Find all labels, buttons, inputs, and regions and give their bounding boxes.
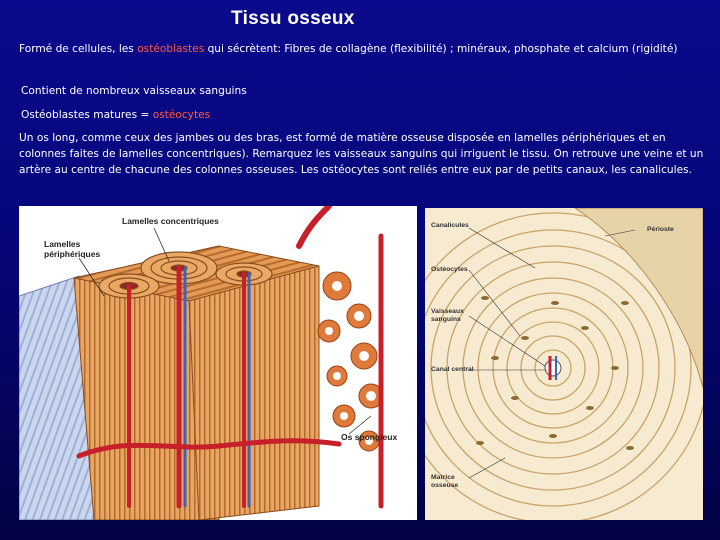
paragraph-long-bone: Un os long, comme ceux des jambes ou des bras, est formé de matière osseuse disposée en lamelles périphériques et en colonnes faites de lamelles concentriques). Remarquez les vaisseaux sanguins qui irriguent le tissu. On retrouve une veine et un artère au centre de chacune des colonnes osseuses. Les ostéocytes sont reliés entre eux par de petits canaux, les canalicules. bbox=[19, 132, 704, 176]
label-perioste: Périoste bbox=[647, 226, 674, 233]
bone-structure-illustration bbox=[19, 206, 417, 520]
paragraph-osteoblasts bbox=[19, 41, 705, 57]
label-lamelles-peripheriques-line1: Lamelles bbox=[44, 239, 81, 249]
label-matrice-line1: Matrice bbox=[431, 474, 455, 481]
p1-highlight-osteoblastes: ostéoblastes bbox=[137, 43, 205, 55]
label-lamelles-concentriques: Lamelles concentriques bbox=[122, 216, 219, 226]
osteon-drawing bbox=[425, 208, 703, 520]
label-vaisseaux-line2: sanguins bbox=[431, 316, 461, 323]
p3-text-before: Ostéoblastes matures = bbox=[21, 109, 153, 121]
label-lamelles-peripheriques-line2: périphériques bbox=[44, 249, 101, 259]
label-osteocytes: Ostéocytes bbox=[431, 266, 468, 273]
label-canal-central: Canal central bbox=[431, 366, 474, 373]
label-vaisseaux-line1: Vaisseaux bbox=[431, 308, 464, 315]
page-title: Tissu osseux bbox=[231, 8, 355, 29]
label-matrice-line2: osseuse bbox=[431, 482, 459, 489]
p1-text-after: qui sécrètent: Fibres de collagène (flexibilité) ; minéraux, phosphate et calcium (rigidité) bbox=[204, 43, 678, 55]
paragraph-osteocytes bbox=[21, 107, 707, 123]
p1-text-before: Formé de cellules, les bbox=[19, 43, 138, 55]
p3-highlight-osteocytes: ostéocytes bbox=[152, 109, 211, 121]
osteon-micrograph bbox=[425, 208, 703, 520]
label-os-spongieux: Os spongieux bbox=[341, 432, 398, 442]
label-canalicules: Canalicules bbox=[431, 222, 469, 229]
paragraph-blood-vessels: Contient de nombreux vaisseaux sanguins bbox=[21, 85, 247, 97]
